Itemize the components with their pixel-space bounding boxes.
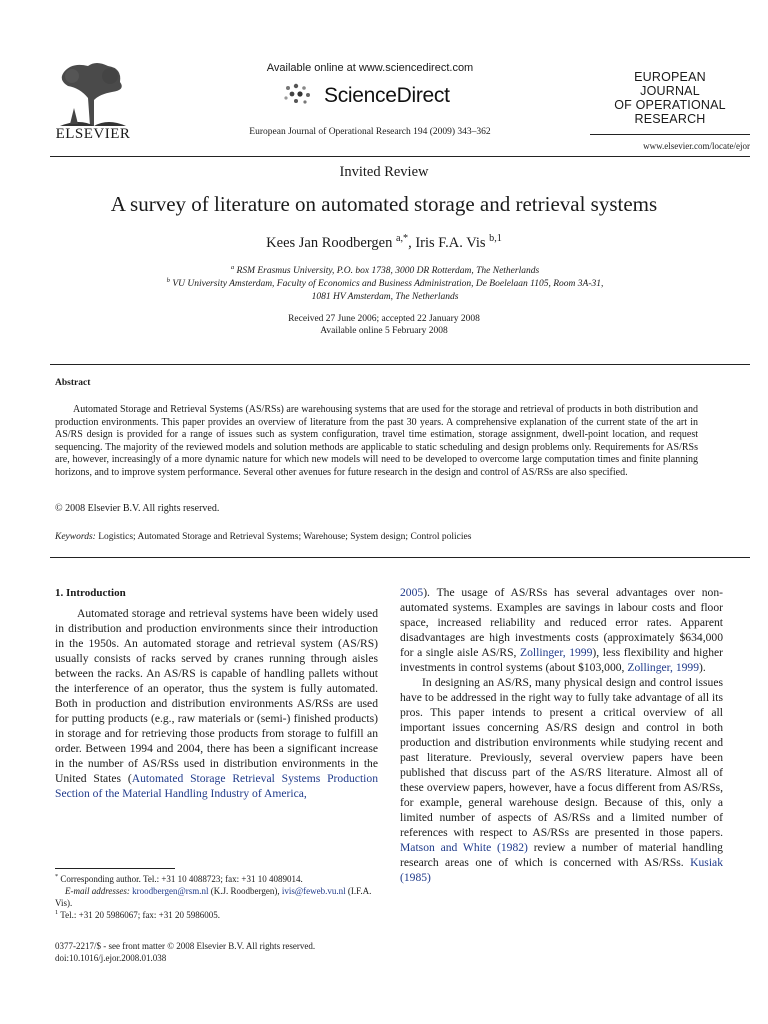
available-online-text[interactable]: Available online at www.sciencedirect.com	[266, 62, 474, 74]
article-type: Invited Review	[339, 164, 429, 180]
footnotes	[55, 873, 378, 921]
sciencedirect-logo-text: ScienceDirect	[324, 84, 450, 107]
affiliation-text: RSM Erasmus University, P.O. box 1738, 3000 DR Rotterdam, The Netherlands	[236, 266, 540, 276]
citation-link[interactable]: Matson and White (1982)	[400, 841, 528, 854]
journal-name-line: OF OPERATIONAL	[614, 98, 726, 112]
affiliation-text: VU University Amsterdam, Faculty of Economics and Business Administration, De Boelelaan 1105, Room 3A-31,	[172, 279, 604, 289]
abstract-top-rule	[50, 364, 750, 365]
email-link[interactable]: ivis@feweb.vu.nl	[281, 886, 346, 896]
abstract-bottom-rule	[50, 557, 750, 558]
email-link[interactable]: kroodbergen@rsm.nl	[132, 886, 209, 896]
paragraph	[400, 585, 723, 675]
elsevier-wordmark: ELSEVIER	[55, 126, 131, 142]
footnote-text: Tel.: +31 20 5986067; fax: +31 20 5986005.	[60, 910, 221, 920]
paragraph-text: ), less flexibility and higher investments in control systems (about $103,000,	[400, 646, 724, 674]
affiliation-text: 1081 HV Amsterdam, The Netherlands	[311, 292, 459, 302]
paragraph-text: ). The usage of AS/RSs has several advantages over non-automated systems. Examples are savings in labour costs and floor space, increased reliability and reduced error rates. Apparent disadvantages are high investments costs (approximately $634,000 for a single aisle AS/RS,	[400, 586, 723, 659]
publication-info	[55, 940, 378, 964]
citation-link[interactable]: Zollinger, 1999	[627, 661, 700, 674]
journal-name-block	[600, 70, 740, 126]
header-rule	[50, 156, 750, 157]
journal-name-rule	[590, 134, 750, 135]
keywords-label: Keywords:	[55, 532, 96, 542]
citation-link[interactable]: Zollinger, 1999	[520, 646, 593, 659]
citation-link[interactable]: Kusiak (1985)	[400, 856, 723, 884]
sciencedirect-dots-icon	[280, 82, 320, 108]
abstract-heading: Abstract	[55, 378, 91, 388]
footnote-mark: *	[55, 873, 59, 880]
paragraph-text: In designing an AS/RS, many physical design and control issues have to be addressed in the right way to fully take advantage of all its pros. This paper intends to present a critical overview of all important issues concerning AS/RS design and control in both production and distribution environments while studying recent and past literature. Previously, several overview papers have been published that discuss part of the AS/RS literature. Almost all of these overview papers, however, have a focus different from AS/RSs, for example, general warehouse design. Because of this, only a limited number of aspects of AS/RSs and a limited number of references with respect to AS/RSs are presented in those papers.	[400, 676, 723, 839]
abstract-text: Automated Storage and Retrieval Systems (AS/RSs) are warehousing systems that are used for the storage and retrieval of products in both distribution and production environments. This paper provides an overview of literature from the past 30 years. A comprehensive explanation of the current state of the art in AS/RS design is provided for a range of issues such as system configuration, travel time estimation, storage assignment, dwell-point location, and request sequencing. The majority of the reviewed models and solution methods are applicable to static scheduling and design problems only. Requirements for AS/RSs are, however, increasingly of a more dynamic nature for which new models will need to be developed to overcome large computation times and finite planning horizons, and to improve system performance. Several other avenues for future research in the design and control of AS/RSs are also specified.	[55, 404, 698, 478]
issn-line: 0377-2217/$ - see front matter © 2008 Elsevier B.V. All rights reserved.	[55, 941, 316, 951]
journal-citation: European Journal of Operational Research 194 (2009) 343–362	[249, 127, 491, 137]
section-heading: 1. Introduction	[55, 587, 126, 599]
paragraph-text: ).	[699, 661, 706, 674]
affiliation-mark: a	[230, 263, 235, 271]
email-label: E-mail addresses:	[65, 886, 130, 896]
paragraph-text: review a number of material handling research areas one of which is concerned with AS/RSs.	[400, 841, 723, 869]
journal-name-line: EUROPEAN	[634, 70, 706, 84]
left-column	[55, 606, 378, 801]
abstract-copyright: © 2008 Elsevier B.V. All rights reserved.	[55, 503, 220, 514]
footnote-emails	[55, 885, 378, 909]
paragraph	[400, 675, 723, 885]
citation-link[interactable]: Automated Storage Retrieval Systems Production Section of the Material Handling Industry of America,	[55, 772, 378, 800]
author-separator: ,	[408, 235, 416, 251]
author-name: Iris F.A. Vis	[415, 235, 486, 251]
right-column	[400, 585, 723, 885]
received-date: Received 27 June 2006; accepted 22 January 2008	[288, 314, 480, 324]
author-affiliation-mark[interactable]: a,*	[395, 233, 409, 245]
paragraph	[55, 606, 378, 801]
journal-name-line: JOURNAL	[640, 84, 700, 98]
article-title: A survey of literature on automated storage and retrieval systems	[110, 192, 658, 216]
footnote-rule	[55, 868, 175, 869]
keywords-list: Logistics; Automated Storage and Retrieval Systems; Warehouse; System design; Control policies	[98, 532, 472, 542]
affiliation-mark: b	[166, 276, 170, 284]
footnote-mark: 1	[55, 909, 59, 916]
citation-link[interactable]: 2005	[400, 586, 424, 599]
journal-name-line: RESEARCH	[634, 112, 706, 126]
footnote-tel	[55, 909, 378, 921]
author-affiliation-mark[interactable]: b,1	[489, 233, 502, 245]
paragraph-text: Automated storage and retrieval systems have been widely used in distribution and production environments since their introduction in the 1950s. An automated storage and retrieval system (AS/RS) usually consists of racks served by cranes running through aisles between the racks. An AS/RS is capable of handling pallets without the interference of an operator, thus the system is fully automated. Both in production and distribution environments AS/RSs are used for putting products (e.g., raw materials or (semi-) finished products) in storage and for retrieving those products from storage to fulfill an order. Between 1994 and 2004, there has been a significant increase in the number of AS/RSs used in distribution environments in the United States (	[55, 607, 378, 785]
email-owner: (K.J. Roodbergen),	[208, 886, 280, 896]
author-list	[0, 235, 768, 252]
affiliation-a	[100, 265, 670, 278]
doi-line[interactable]: doi:10.1016/j.ejor.2008.01.038	[55, 953, 167, 963]
affiliation-b	[100, 278, 670, 304]
footnote-text: Corresponding author. Tel.: +31 10 4088723; fax: +31 10 4089014.	[60, 874, 303, 884]
author-name: Kees Jan Roodbergen	[266, 235, 393, 251]
available-date: Available online 5 February 2008	[320, 326, 448, 336]
footnote-corresponding	[55, 873, 378, 885]
keywords	[55, 532, 471, 542]
email-owner: (I.F.A. Vis).	[55, 886, 372, 908]
journal-url[interactable]: www.elsevier.com/locate/ejor	[643, 141, 750, 151]
